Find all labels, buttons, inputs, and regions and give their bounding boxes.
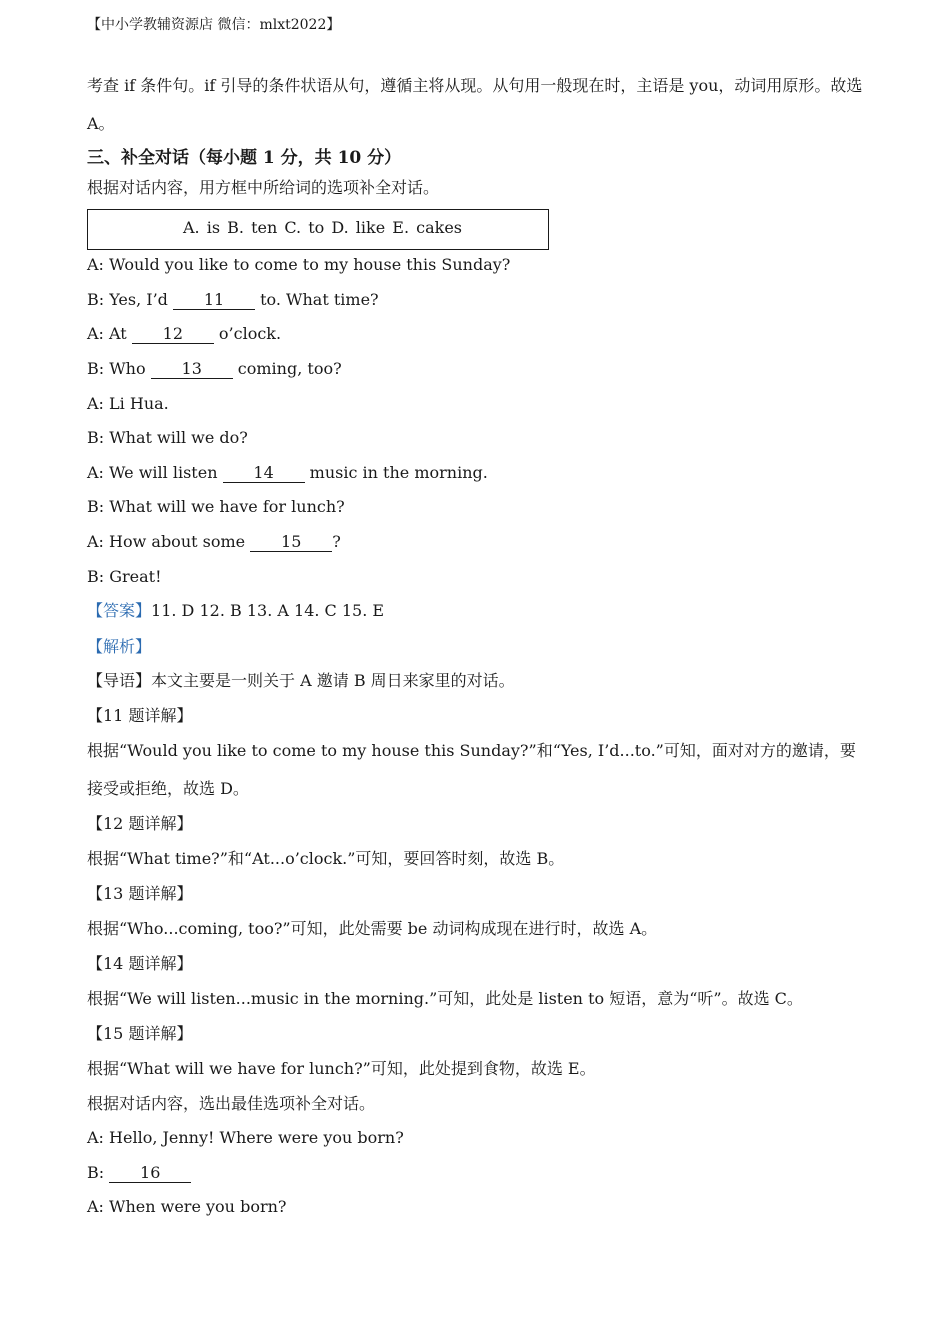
blank-16[interactable]: 16	[109, 1164, 191, 1183]
blank-15[interactable]: 15	[250, 533, 332, 552]
dialogue-text: B: Great!	[87, 567, 162, 586]
dialogue-line	[87, 532, 341, 552]
dialogue-line	[87, 1163, 191, 1183]
section-instruction: 根据对话内容，用方框中所给词的选项补全对话。	[87, 178, 440, 197]
dialogue-text: B: What will we have for lunch?	[87, 497, 345, 516]
options-box	[87, 209, 549, 250]
dialogue-text: coming, too?	[232, 359, 342, 378]
dialogue-text: music in the morning.	[304, 463, 488, 482]
detail-title: 【13 题详解】	[87, 884, 193, 903]
dialogue-text: o’clock.	[213, 324, 282, 343]
detail-text: 根据“We will listen...music in the morning.”可知，此处是 listen to 短语，意为“听”。故选 C。	[87, 989, 803, 1008]
blank-11[interactable]: 11	[173, 291, 255, 310]
dialogue-text: ?	[332, 532, 341, 551]
section-heading: 三、补全对话（每小题 1 分，共 10 分）	[87, 148, 402, 168]
analysis-label: 【解析】	[87, 637, 152, 656]
detail-text: 根据“Who...coming, too?”可知，此处需要 be 动词构成现在进行时，故选 A。	[87, 919, 658, 938]
detail-text: 根据“Would you like to come to my house this Sunday?”和“Yes, I’d...to.”可知，面对对方的邀请，要接受或拒绝，故选 D。	[87, 741, 856, 798]
detail-title: 【12 题详解】	[87, 814, 193, 833]
guide-text: 【导语】本文主要是一则关于 A 邀请 B 周日来家里的对话。	[87, 671, 515, 690]
dialogue-line	[87, 497, 345, 517]
part2-instruction: 根据对话内容，选出最佳选项补全对话。	[87, 1094, 376, 1113]
dialogue-text: A: Would you like to come to my house this Sunday?	[87, 255, 511, 274]
dialogue-line	[87, 324, 281, 344]
dialogue-line	[87, 290, 379, 310]
dialogue-text: to. What time?	[255, 290, 379, 309]
intro-explanation: 考查 if 条件句。if 引导的条件状语从句，遵循主将从现。从句用一般现在时，主语是 you，动词用原形。故选 A。	[87, 76, 863, 133]
blank-12[interactable]: 12	[132, 325, 214, 344]
options-list: A. is B. ten C. to D. like E. cakes	[183, 218, 462, 237]
detail-title: 【14 题详解】	[87, 954, 193, 973]
detail-title: 【11 题详解】	[87, 706, 193, 725]
dialogue-line	[87, 567, 162, 587]
page-header: 【中小学教辅资源店 微信：mlxt2022】	[87, 17, 341, 33]
answer-text: 11. D 12. B 13. A 14. C 15. E	[151, 601, 385, 620]
dialogue-line	[87, 1128, 404, 1148]
dialogue-text: B: Yes, I’d	[87, 290, 173, 309]
blank-13[interactable]: 13	[151, 360, 233, 379]
detail-text: 根据“What time?”和“At...o’clock.”可知，要回答时刻，故选 B。	[87, 849, 565, 868]
dialogue-line	[87, 255, 510, 275]
dialogue-line	[87, 359, 342, 379]
dialogue-text: A: At	[87, 324, 132, 343]
dialogue-text: B:	[87, 1163, 110, 1182]
dialogue-text: A: We will listen	[87, 463, 223, 482]
dialogue-line	[87, 394, 169, 414]
answer-label: 【答案】	[87, 601, 152, 620]
detail-text: 根据“What will we have for lunch?”可知，此处提到食物，故选 E。	[87, 1059, 596, 1078]
blank-14[interactable]: 14	[223, 464, 305, 483]
dialogue-line	[87, 428, 248, 448]
dialogue-text: A: When were you born?	[87, 1197, 287, 1216]
dialogue-text: A: Hello, Jenny! Where were you born?	[87, 1128, 404, 1147]
answer-line	[87, 601, 384, 621]
dialogue-text: A: How about some	[87, 532, 251, 551]
dialogue-line	[87, 1197, 286, 1217]
dialogue-text: B: Who	[87, 359, 151, 378]
dialogue-line	[87, 463, 488, 483]
dialogue-text: A: Li Hua.	[87, 394, 169, 413]
dialogue-text: B: What will we do?	[87, 428, 248, 447]
detail-title: 【15 题详解】	[87, 1024, 193, 1043]
